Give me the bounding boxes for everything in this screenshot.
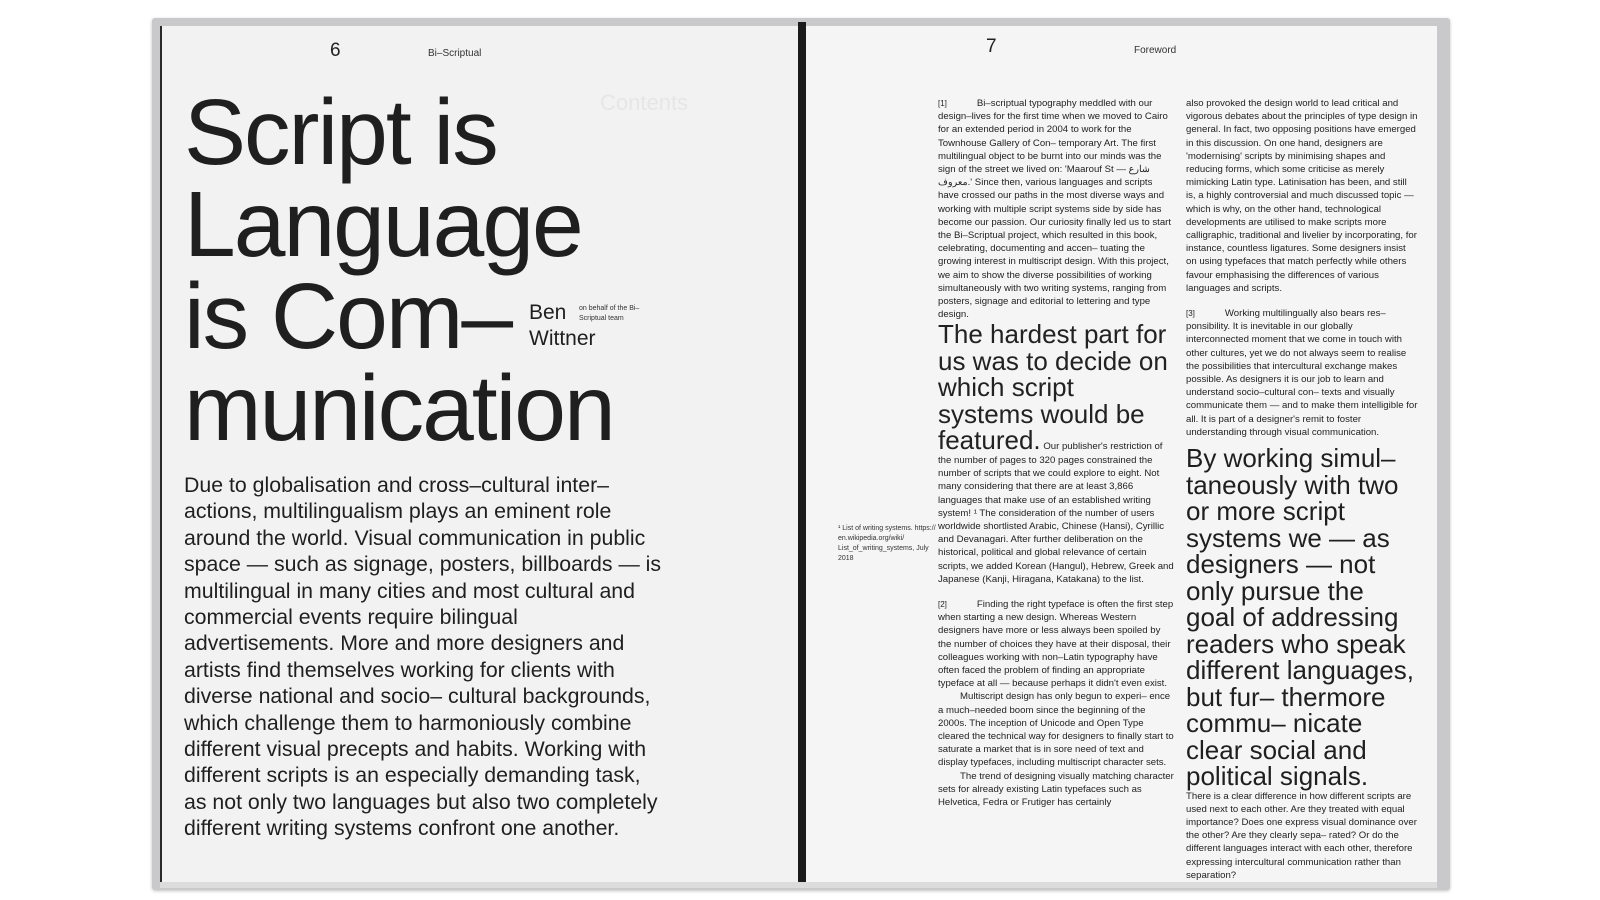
paragraph [938, 321, 1174, 586]
section-number: [2] [938, 599, 947, 609]
headline-line: Script is [184, 80, 497, 184]
text-column-1 [938, 97, 1174, 809]
author-last-name: Wittner [529, 327, 596, 350]
show-through: Contents [600, 90, 689, 115]
paragraph: Multiscript design has only begun to experi– ence a much–needed boom since the beginning of the 2000s. The inception of Unicode and Open Type cleared the technical way for designers to finally start to saturate a market that is in sore need of text and display typefaces, including multiscript character sets. [938, 691, 1174, 769]
page-number-left: 6 [330, 40, 341, 61]
paragraph: There is a clear difference in how different scripts are used next to each other. Are they treated with equal importance? Does one express visual dominance over the other? Are they clearly sepa– rated? Or do the different languages interact with each other, therefore expressing intercultural communication rather than separation? [1186, 790, 1417, 881]
paragraph [938, 97, 1174, 321]
section-number: [1] [938, 99, 947, 108]
running-head-right: Foreword [1134, 45, 1177, 56]
running-head-left: Bi–Scriptual [428, 48, 482, 59]
headline-line: is Com– [184, 264, 512, 368]
intro-paragraph: Due to globalisation and cross–cultural inter– actions, multilingualism plays an eminent role around the world. Visual communication in public space — such as signage, posters, billboards — is multilingual in many cities and most cultural and commercial events require bilingual advertisements. More and more designers and artists find themselves working for clients with diverse national and socio– cultural backgrounds, which challenge them to harmoniously combine different visual precepts and habits. Working with different scripts is an especially demanding task, as not only two languages but also two completely different writing systems confront one another. [184, 473, 662, 841]
pull-quote: The hardest part for us was to decide on which script systems would be featured. [938, 319, 1168, 456]
paragraph [1186, 307, 1418, 439]
headline-line: munication [184, 356, 614, 460]
chapter-headline [184, 80, 614, 460]
sidenote: ¹ List of writing systems. https:// en.wikipedia.org/wiki/ List_of_writing_systems, July 2018 [838, 525, 936, 562]
paragraph-text: Finding the right typeface is often the first step when starting a new design. Whereas Western designers have more or less always been spoiled by the number of choices they have at their disposal, their colleagues working with non–Latin typography have often faced the problem of finding an appropriate typeface at all — because perhaps it didn't even exist. [938, 598, 1174, 690]
section-number: [3] [1186, 309, 1195, 319]
author-note: on behalf of the Bi–Scriptual team [579, 305, 640, 322]
paragraph-text: Working multilingually also bears res– ponsibility. It is inevitable in our globally interconnected moment that we come in touch with other cultures, yet we do not always seem to realise the possibilities that intercultural exchange makes possible. As designers it is our job to learn and understand socio–cultural con– texts and visually communicate them — and to make them intelligible for all. It is part of a designer's remit to foster understanding through visual communication. [1186, 308, 1418, 438]
headline-line: Language [184, 172, 582, 276]
author-first-name: Ben [529, 301, 567, 324]
paragraph-text: Bi–scriptual typography meddled with our design–lives for the first time when we moved to Cairo for an extended period in 2004 to work for the Townhouse Gallery of Con– temporary Art. The first multilingual object to be burnt into our minds was the sign of the street we lived on: 'Maarouf St — شارع معروف.' Since then, various languages and scripts have crossed our paths in the most diverse ways and working with multiple script systems side by side has become our passion. Our curiosity finally led us to start the Bi–Scriptual project, which resulted in this book, celebrating, documenting and accen– tuating the growing interest in multiscript design. With this project, we aim to show the diverse possibilities of working simultaneously with two writing systems, ranging from posters, signage and editorial to lettering and type design. [938, 98, 1172, 321]
page-edge [160, 882, 1437, 888]
paragraph-text: Our publisher's restriction of the number of pages to 320 pages constrained the number of scripts that we could explore to eight. Not many considering that there are at least 3,866 languages that make use of an established writing system! ¹ The consideration of the number of users worldwide shortlisted Arabic, Chinese (Hansi), Cyrillic and Devanagari. After further deliberation on the historical, political and global relevance of certain scripts, we added Korean (Hangul), Hebrew, Greek and Japanese (Kanji, Hiragana, Katakana) to the list. [938, 441, 1174, 585]
paragraph: also provoked the design world to lead critical and vigorous debates about the principles of type design in general. In fact, two opposing positions have emerged in this discussion. On one hand, designers are 'modernising' scripts by minimising shapes and reducing forms, which some criticise as merely mimicking Latin type. Latinisation has been, and still is, a highly controversial and much discussed topic — which is why, on the other hand, technological developments are utilised to make scripts more calligraphic, traditional and livelier by incorporating, for instance, countless ligatures. Some designers insist on using typefaces that match perfectly while others favour emphasising the differences of various languages and scripts. [1186, 98, 1418, 294]
page-number-right: 7 [986, 36, 997, 57]
pull-quote: By working simul– taneously with two or more script systems we — as designers — not only pursue the goal of addressing readers who speak different languages, but fur– thermore commu– nicate clear social and political signals. [1186, 443, 1414, 792]
paragraph [938, 598, 1174, 690]
book-spine-gutter [798, 22, 806, 888]
paragraph: The trend of designing visually matching character sets for already existing Latin typefaces such as Helvetica, Fedra or Frutiger has certainly [938, 770, 1174, 809]
text-column-2 [1186, 97, 1418, 882]
